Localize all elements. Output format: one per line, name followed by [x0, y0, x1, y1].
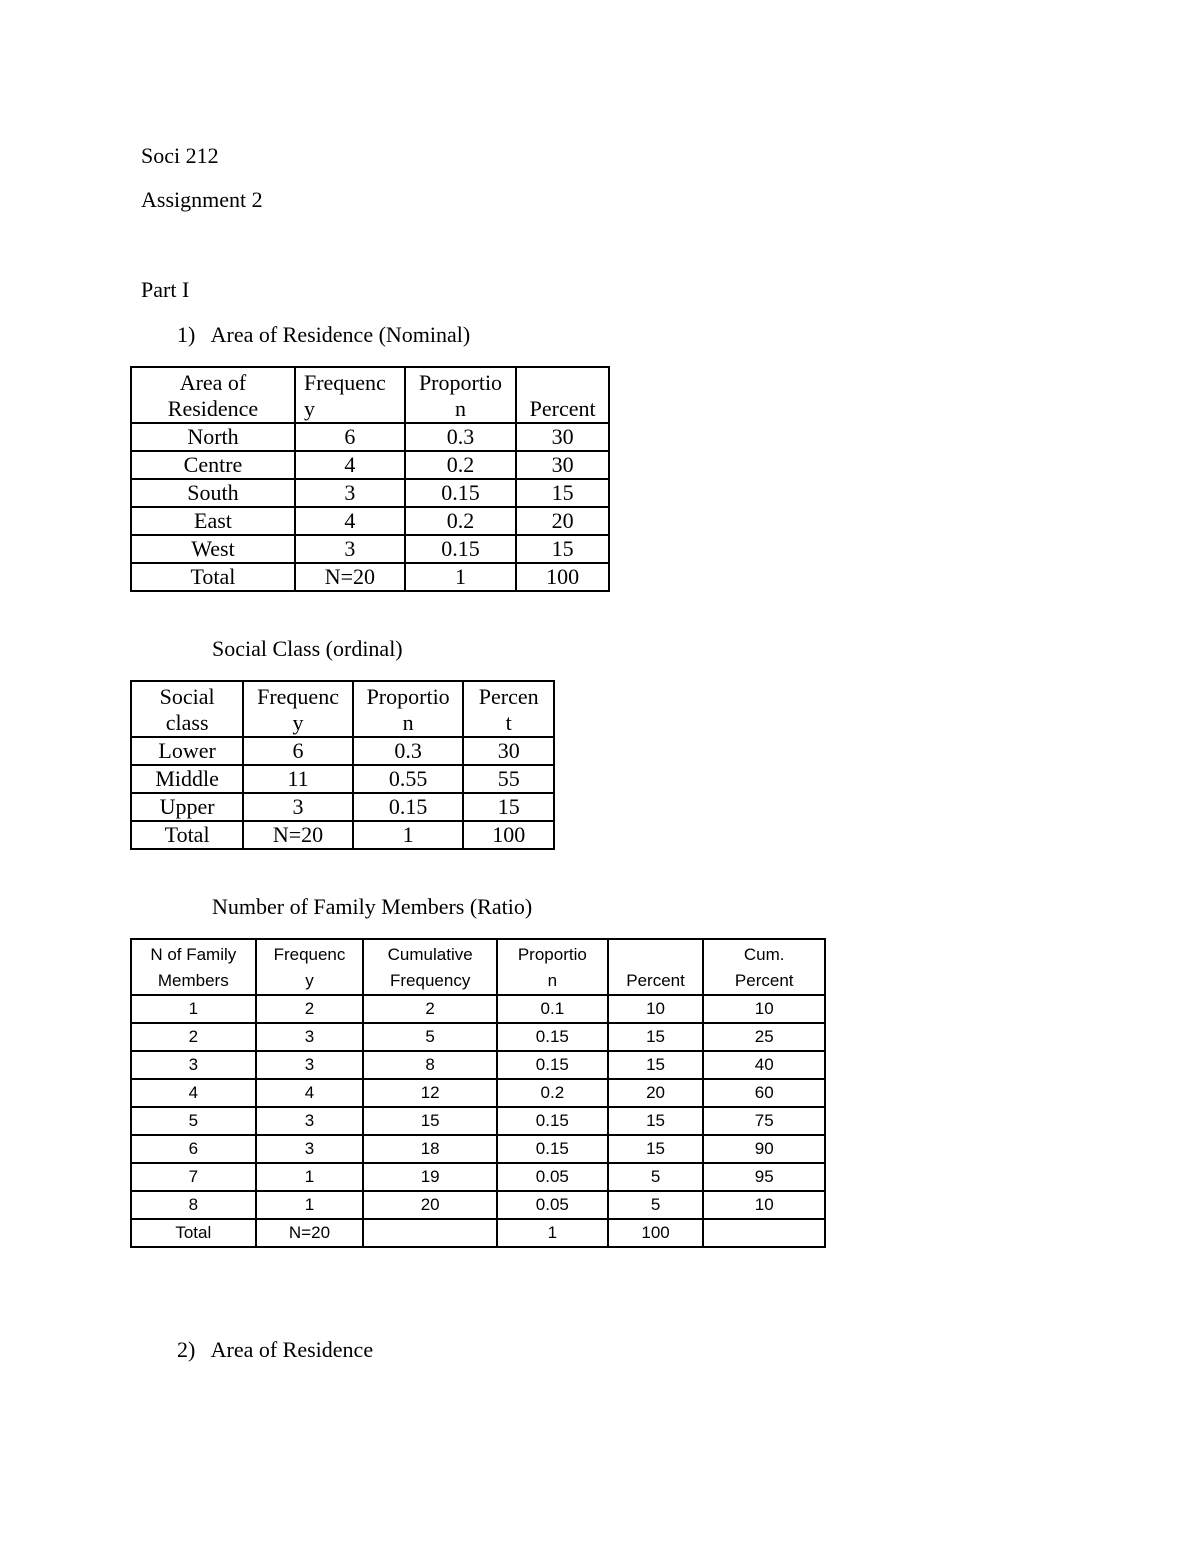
table-row	[131, 737, 554, 765]
table-cell: 19	[363, 1163, 497, 1191]
column-header: Proportio n	[353, 681, 464, 737]
table-cell: 0.15	[353, 793, 464, 821]
table-cell: 5	[608, 1191, 704, 1219]
table-row	[131, 765, 554, 793]
assignment-title: Assignment 2	[141, 187, 263, 212]
course-title: Soci 212	[141, 143, 219, 168]
table-cell: 3	[295, 535, 405, 563]
table-cell: 11	[243, 765, 353, 793]
table-cell: 95	[703, 1163, 825, 1191]
table-cell	[703, 1219, 825, 1247]
table-cell: 0.2	[497, 1079, 608, 1107]
table-cell: 1	[256, 1191, 364, 1219]
table-cell: 12	[363, 1079, 497, 1107]
table-cell: 2	[256, 995, 364, 1023]
table-cell: 90	[703, 1135, 825, 1163]
table-cell: 4	[131, 1079, 256, 1107]
table-cell: 15	[608, 1107, 704, 1135]
column-header: Proportio n	[497, 939, 608, 995]
table-row	[131, 1163, 825, 1191]
column-header: Frequenc y	[243, 681, 353, 737]
table-cell: East	[131, 507, 295, 535]
table-cell: 20	[516, 507, 609, 535]
table-cell: 30	[516, 451, 609, 479]
table-row	[131, 451, 609, 479]
table-cell: 8	[363, 1051, 497, 1079]
table-header-row	[131, 681, 554, 737]
table-cell: 3	[256, 1023, 364, 1051]
table-cell: 0.2	[405, 451, 517, 479]
table-cell: 40	[703, 1051, 825, 1079]
table-cell: 6	[131, 1135, 256, 1163]
table-cell: Upper	[131, 793, 243, 821]
table-cell: 0.55	[353, 765, 464, 793]
table-cell: N=20	[243, 821, 353, 849]
table-cell: 3	[256, 1107, 364, 1135]
table-cell: Total	[131, 563, 295, 591]
table-cell: 6	[295, 423, 405, 451]
table-row	[131, 1107, 825, 1135]
table-cell: Total	[131, 821, 243, 849]
table-cell: 1	[497, 1219, 608, 1247]
table-cell: 20	[363, 1191, 497, 1219]
table-cell: 0.15	[405, 535, 517, 563]
table-cell: 18	[363, 1135, 497, 1163]
family-members-table	[130, 938, 826, 1248]
column-header: Social class	[131, 681, 243, 737]
column-header: Area of Residence	[131, 367, 295, 423]
table-cell: 8	[131, 1191, 256, 1219]
table-header-row	[131, 367, 609, 423]
table-cell: 15	[516, 479, 609, 507]
table-row	[131, 1051, 825, 1079]
table-cell: 3	[243, 793, 353, 821]
table-cell: 3	[131, 1051, 256, 1079]
table-cell: 0.05	[497, 1163, 608, 1191]
table-cell: 2	[131, 1023, 256, 1051]
section-2-heading: 2) Area of Residence	[177, 1337, 374, 1362]
table-cell: 0.1	[497, 995, 608, 1023]
table-cell: 10	[703, 1191, 825, 1219]
table-cell: 4	[295, 451, 405, 479]
table-cell: 4	[256, 1079, 364, 1107]
table-cell: 10	[703, 995, 825, 1023]
column-header: Frequenc y	[295, 367, 405, 423]
table-cell: N=20	[295, 563, 405, 591]
table-cell: 3	[295, 479, 405, 507]
table-cell: 5	[131, 1107, 256, 1135]
table-cell: 1	[353, 821, 464, 849]
table-cell: 4	[295, 507, 405, 535]
family-members-heading: Number of Family Members (Ratio)	[212, 894, 533, 919]
table-cell: 75	[703, 1107, 825, 1135]
table-cell: North	[131, 423, 295, 451]
column-header: Percen t	[463, 681, 554, 737]
table-total-row	[131, 563, 609, 591]
table-cell: Lower	[131, 737, 243, 765]
table-cell: 15	[608, 1023, 704, 1051]
table-cell: 5	[363, 1023, 497, 1051]
table-cell: 3	[256, 1051, 364, 1079]
table-cell: 100	[608, 1219, 704, 1247]
table-row	[131, 995, 825, 1023]
table-row	[131, 793, 554, 821]
table-cell: 0.15	[405, 479, 517, 507]
table-cell: Middle	[131, 765, 243, 793]
column-header: Cumulative Frequency	[363, 939, 497, 995]
column-header: Proportio n	[405, 367, 517, 423]
table-cell: 15	[608, 1051, 704, 1079]
table-cell: 1	[405, 563, 517, 591]
table-cell: 0.2	[405, 507, 517, 535]
table-cell: 1	[131, 995, 256, 1023]
table-row	[131, 535, 609, 563]
table-cell: 15	[463, 793, 554, 821]
table-cell: 0.3	[353, 737, 464, 765]
table-cell: 10	[608, 995, 704, 1023]
table-cell: 0.05	[497, 1191, 608, 1219]
column-header: Cum. Percent	[703, 939, 825, 995]
table-total-row	[131, 1219, 825, 1247]
table-cell: 55	[463, 765, 554, 793]
table-row	[131, 479, 609, 507]
table-cell: 15	[608, 1135, 704, 1163]
table-cell: 100	[463, 821, 554, 849]
table-cell: 20	[608, 1079, 704, 1107]
table-row	[131, 423, 609, 451]
table-cell: 0.15	[497, 1051, 608, 1079]
column-header: Percent	[608, 939, 704, 995]
table-cell: 5	[608, 1163, 704, 1191]
table-cell: 2	[363, 995, 497, 1023]
table-cell: 6	[243, 737, 353, 765]
table-cell: Centre	[131, 451, 295, 479]
section-1-heading: 1) Area of Residence (Nominal)	[177, 322, 471, 347]
table-cell: Total	[131, 1219, 256, 1247]
table-cell: 30	[463, 737, 554, 765]
table-row	[131, 1135, 825, 1163]
table-cell: 100	[516, 563, 609, 591]
column-header: Percent	[516, 367, 609, 423]
table-cell: 0.15	[497, 1135, 608, 1163]
table-cell: 7	[131, 1163, 256, 1191]
column-header: Frequenc y	[256, 939, 364, 995]
table-cell: N=20	[256, 1219, 364, 1247]
table-cell	[363, 1219, 497, 1247]
area-of-residence-table	[130, 366, 610, 592]
part-heading: Part I	[141, 277, 190, 302]
table-cell: 60	[703, 1079, 825, 1107]
table-row	[131, 1023, 825, 1051]
table-cell: 15	[516, 535, 609, 563]
table-row	[131, 1191, 825, 1219]
table-total-row	[131, 821, 554, 849]
table-row	[131, 1079, 825, 1107]
table-cell: 1	[256, 1163, 364, 1191]
table-header-row	[131, 939, 825, 995]
table-row	[131, 507, 609, 535]
table-cell: 0.15	[497, 1023, 608, 1051]
table-cell: 3	[256, 1135, 364, 1163]
table-cell: 30	[516, 423, 609, 451]
table-cell: West	[131, 535, 295, 563]
social-class-heading: Social Class (ordinal)	[212, 636, 403, 661]
social-class-table	[130, 680, 555, 850]
table-cell: 15	[363, 1107, 497, 1135]
table-cell: 0.3	[405, 423, 517, 451]
table-cell: 0.15	[497, 1107, 608, 1135]
column-header: N of Family Members	[131, 939, 256, 995]
table-cell: South	[131, 479, 295, 507]
table-cell: 25	[703, 1023, 825, 1051]
